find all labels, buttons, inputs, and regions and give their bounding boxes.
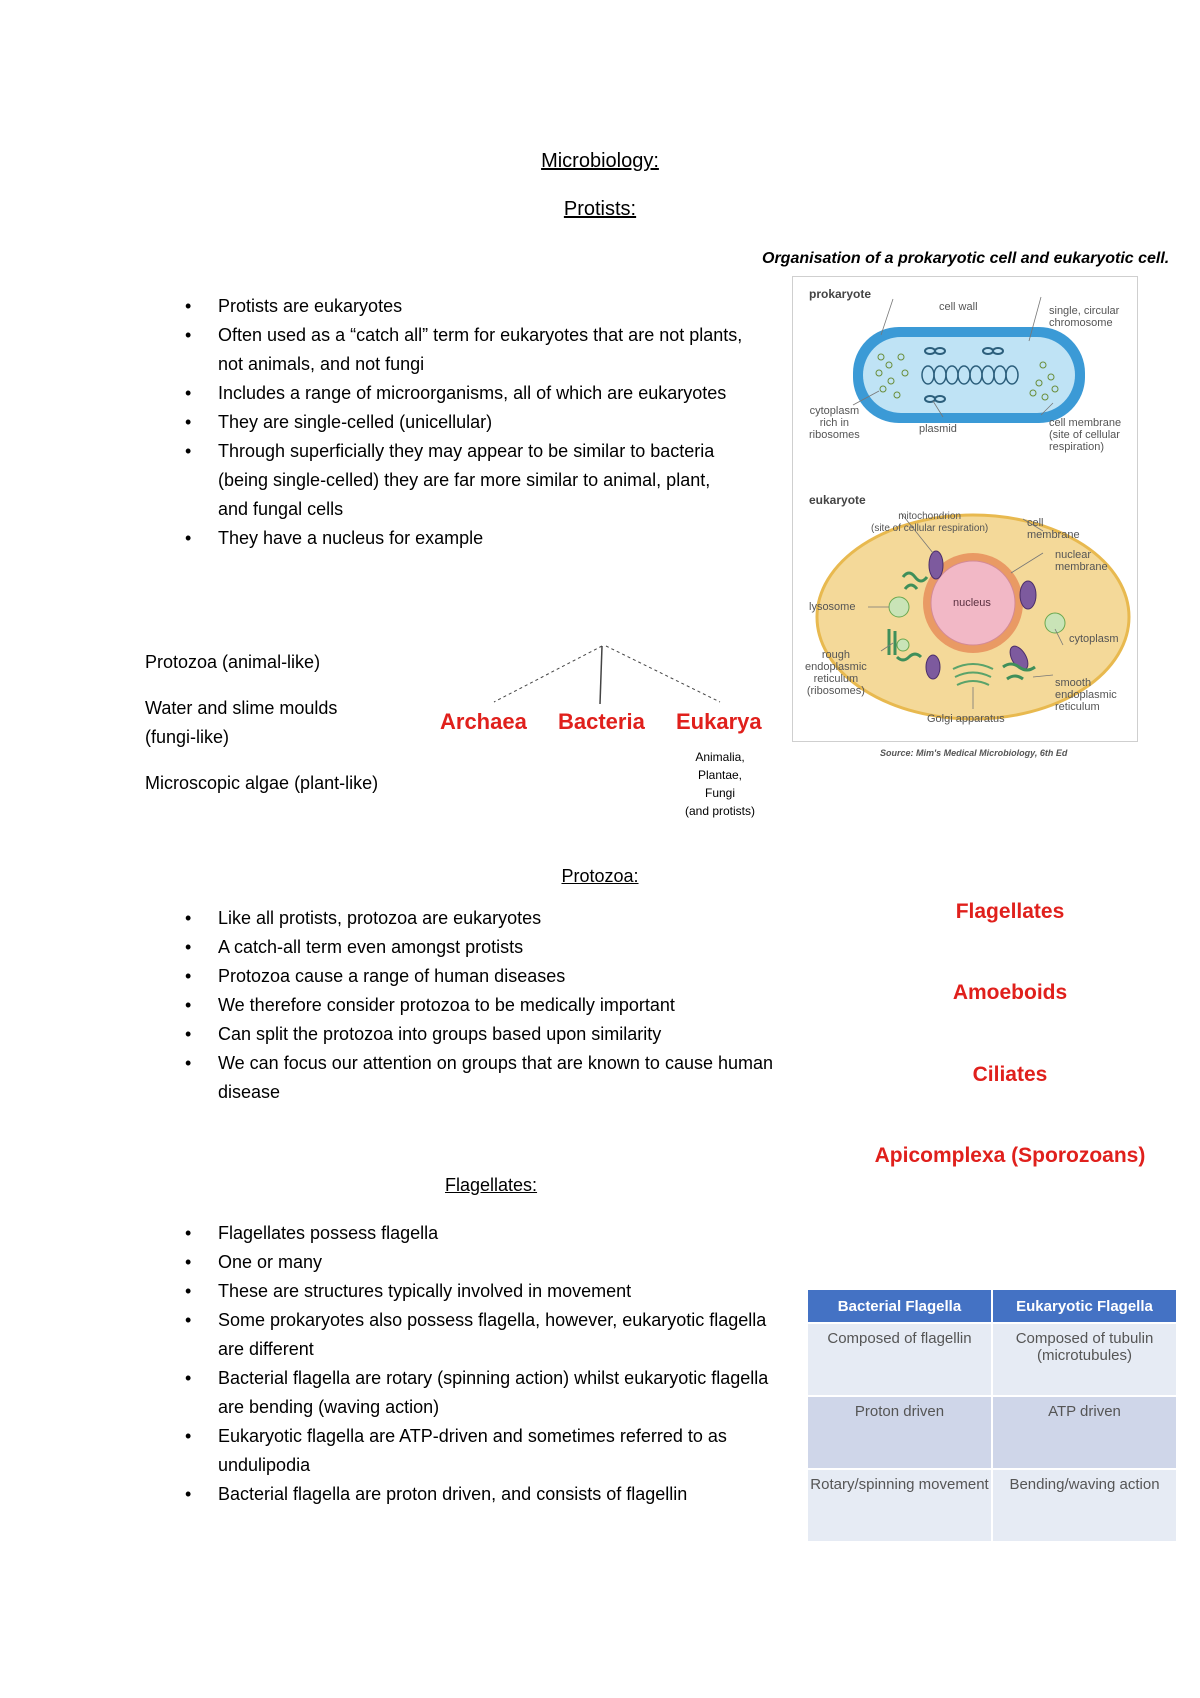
header-eukaryotic: Eukaryotic Flagella [993, 1290, 1176, 1322]
protists-heading: Protists: [563, 198, 637, 220]
table-cell: Composed of tubulin (microtubules) [993, 1324, 1176, 1395]
protozoa-type: Protozoa (animal-like) [145, 652, 321, 672]
list-item: • Bacterial flagella are proton driven, and consists of flagellin [145, 1480, 795, 1509]
list-item: • They are single-celled (unicellular) [145, 408, 745, 437]
protists-list [145, 292, 745, 553]
golgi-label: Golgi apparatus [927, 713, 1005, 725]
group-apicomplexa: Apicomplexa (Sporozoans) [874, 1144, 1146, 1167]
plasmid-label: plasmid [919, 423, 957, 435]
group-ciliates: Ciliates [972, 1063, 1048, 1086]
list-item: • Protists are eukaryotes [145, 292, 745, 321]
protozoa-heading: Protozoa: [561, 866, 639, 886]
list-item: • Protozoa cause a range of human diseases [145, 962, 805, 991]
list-item: • A catch-all term even amongst protists [145, 933, 805, 962]
archaea-label: Archaea [440, 709, 527, 734]
table-row [808, 1470, 1176, 1541]
chromosome-label: single, circular chromosome [1049, 305, 1120, 329]
list-item: • These are structures typically involved in movement [145, 1277, 795, 1306]
list-item: • Some prokaryotes also possess flagella, however, eukaryotic flagella are different [145, 1306, 795, 1364]
prokaryote-cytoplasm [863, 337, 1075, 413]
cell-wall-label: cell wall [939, 301, 978, 313]
list-item: • Includes a range of microorganisms, all of which are eukaryotes [145, 379, 745, 408]
water-slime-type-line2: (fungi-like) [145, 727, 230, 747]
table-cell: Rotary/spinning movement [808, 1470, 991, 1541]
nuclear-membrane-label: nuclear membrane [1055, 549, 1108, 573]
table-cell: Composed of flagellin [808, 1324, 991, 1395]
water-slime-type-line1: Water and slime moulds [145, 698, 338, 718]
domain-tree-lines [480, 640, 740, 720]
figure-caption: Organisation of a prokaryotic cell and eukaryotic cell. [762, 250, 1170, 267]
figure-source: Source: Mim's Medical Microbiology, 6th Ed [880, 748, 1068, 758]
table-row [808, 1397, 1176, 1468]
list-item: • Eukaryotic flagella are ATP-driven and sometimes referred to as undulipodia [145, 1422, 795, 1480]
flagellates-heading: Flagellates: [445, 1175, 538, 1195]
table-row [808, 1324, 1176, 1395]
list-item: • One or many [145, 1248, 795, 1277]
list-item: • We therefore consider protozoa to be medically important [145, 991, 805, 1020]
header-bacterial: Bacterial Flagella [808, 1290, 991, 1322]
protozoa-list [145, 904, 805, 1107]
smooth-er-label: smooth endoplasmic reticulum [1055, 677, 1117, 713]
flagella-table [806, 1288, 1178, 1543]
eukarya-label: Eukarya [676, 709, 762, 734]
lysosome-label: lysosome [809, 601, 856, 613]
algae-type: Microscopic algae (plant-like) [145, 773, 379, 793]
list-item: • Like all protists, protozoa are eukaryotes [145, 904, 805, 933]
list-item: • Through superficially they may appear to be similar to bacteria (being single-celled) they are far more similar to animal, plant, and fungal cells [145, 437, 745, 524]
page-title: Microbiology: [541, 150, 659, 172]
cell-membrane-euk-label: cell membrane [1027, 517, 1080, 541]
cytoplasm-label: cytoplasm [1069, 633, 1119, 645]
list-item: • They have a nucleus for example [145, 524, 745, 553]
table-header-row [808, 1290, 1176, 1322]
table-cell: Proton driven [808, 1397, 991, 1468]
flagellates-list [145, 1219, 795, 1509]
eukarya-sublist: Animalia, Plantae, Fungi (and protists) [684, 750, 756, 818]
rough-er-label: rough endoplasmic reticulum (ribosomes) [805, 649, 867, 697]
list-item: • Often used as a “catch all” term for eukaryotes that are not plants, not animals, and not fungi [145, 321, 745, 379]
list-item: • Can split the protozoa into groups based upon similarity [145, 1020, 805, 1049]
bacteria-label: Bacteria [558, 709, 645, 734]
table-cell: ATP driven [993, 1397, 1176, 1468]
cell-membrane-pro-label: cell membrane (site of cellular respiration) [1049, 417, 1122, 453]
group-amoeboids: Amoeboids [952, 981, 1068, 1004]
nucleus-label: nucleus [953, 597, 991, 609]
cytoplasm-ribosomes-label: cytoplasm rich in ribosomes [809, 405, 860, 441]
list-item: • We can focus our attention on groups that are known to cause human disease [145, 1049, 805, 1107]
mitochondrion-label: mitochondrion (site of cellular respiration) [871, 511, 989, 534]
group-flagellates: Flagellates [955, 900, 1065, 923]
prokaryote-title: prokaryote [809, 287, 872, 301]
list-item: • Flagellates possess flagella [145, 1219, 795, 1248]
eukaryote-title: eukaryote [809, 493, 866, 507]
cell-figure [792, 276, 1138, 742]
list-item: • Bacterial flagella are rotary (spinning action) whilst eukaryotic flagella are bending (waving action) [145, 1364, 795, 1422]
table-cell: Bending/waving action [993, 1470, 1176, 1541]
